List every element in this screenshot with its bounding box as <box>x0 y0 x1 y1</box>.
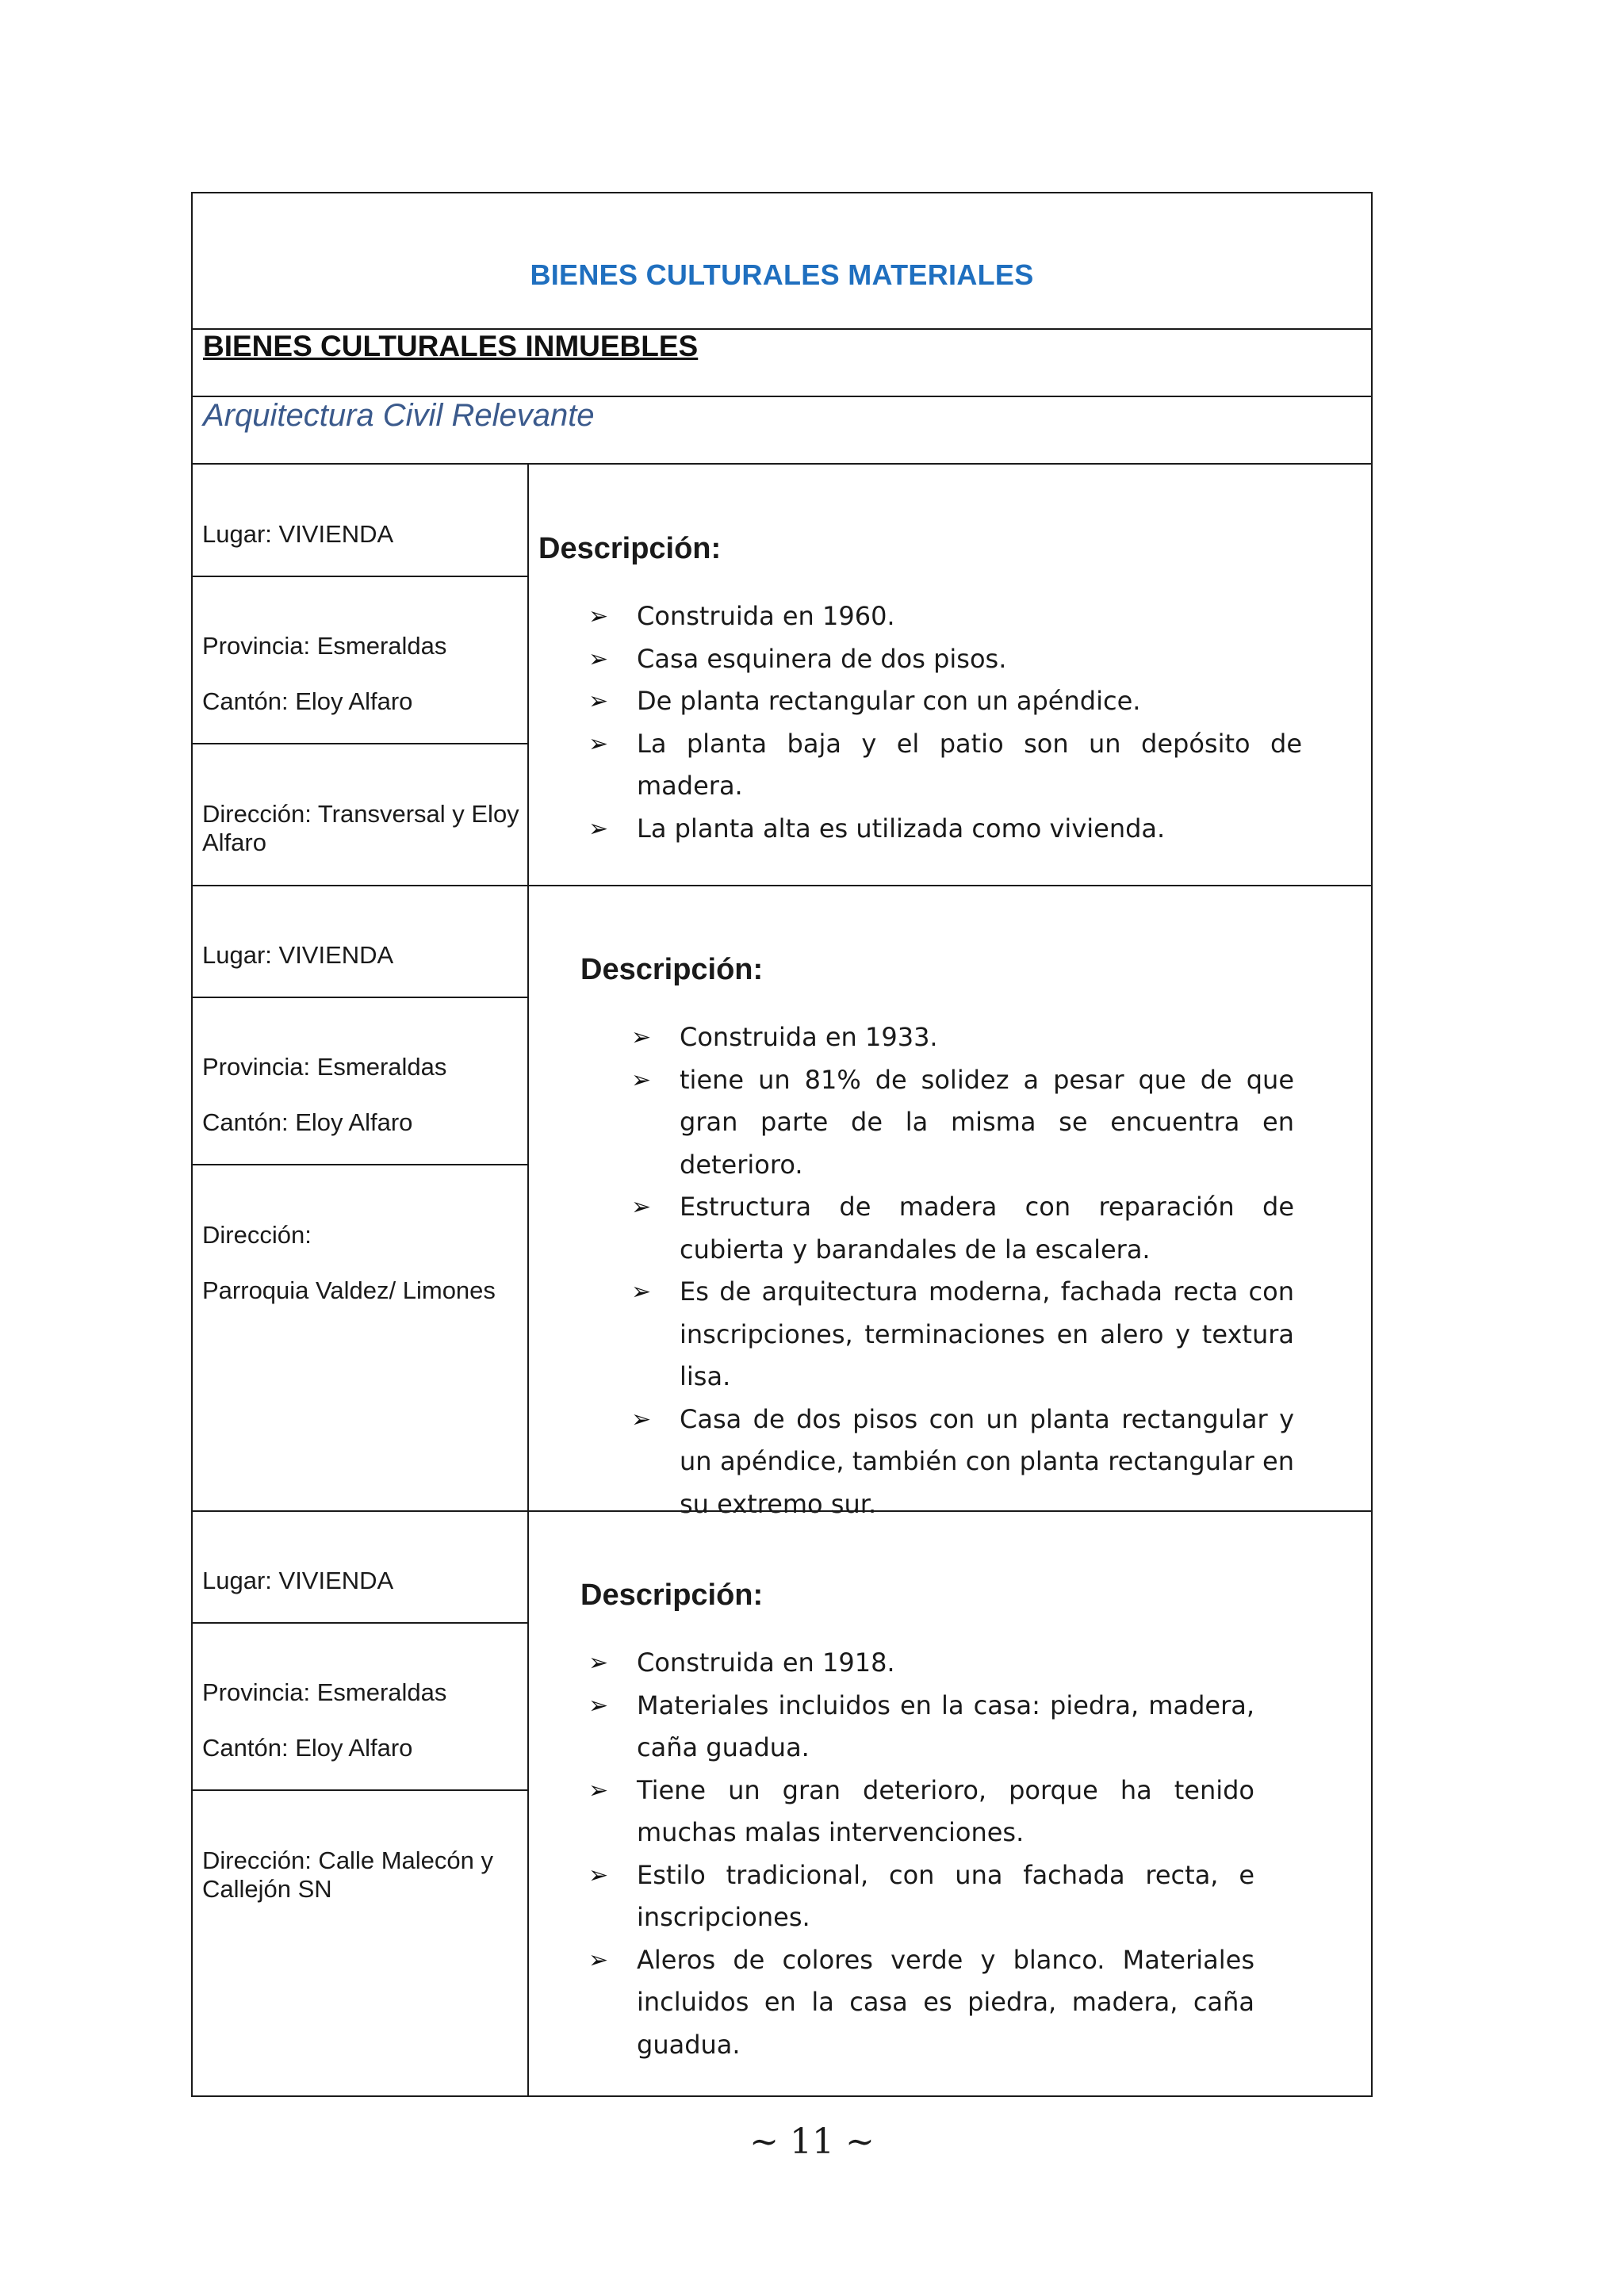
description-title: Descripción: <box>538 532 722 565</box>
arrow-bullet-icon: ➢ <box>631 1066 652 1094</box>
page-number: ~ 11 ~ <box>749 2122 875 2162</box>
canton-label: Cantón: Eloy Alfaro <box>202 1734 413 1762</box>
column-divider <box>527 463 529 2097</box>
arrow-bullet-icon: ➢ <box>631 1278 652 1306</box>
list-item <box>588 1854 1254 1939</box>
list-item <box>588 808 1302 851</box>
arrow-bullet-icon: ➢ <box>588 729 609 758</box>
list-item-text: Tiene un gran deterioro, porque ha tenido muchas malas intervenciones. <box>637 1774 1254 1847</box>
description-title: Descripción: <box>580 953 764 986</box>
list-item <box>588 1939 1254 2067</box>
direccion-value: Parroquia Valdez/ Limones <box>202 1276 496 1304</box>
provincia-label: Provincia: Esmeraldas <box>202 1678 447 1706</box>
canton-label: Cantón: Eloy Alfaro <box>202 1108 413 1136</box>
list-item-text: Construida en 1960. <box>637 601 895 631</box>
list-item-text: Casa de dos pisos con un planta rectangular y un apéndice, también con planta rectangular en su extremo sur. <box>680 1403 1294 1519</box>
list-item <box>588 1685 1254 1770</box>
list-item <box>588 638 1302 681</box>
list-item <box>631 1399 1294 1526</box>
list-item-text: Materiales incluidos en la casa: piedra, madera, caña guadua. <box>637 1689 1254 1762</box>
list-item-text: De planta rectangular con un apéndice. <box>637 686 1141 716</box>
list-item-text: Construida en 1933. <box>680 1022 938 1052</box>
list-item <box>588 1642 1254 1685</box>
arrow-bullet-icon: ➢ <box>588 603 609 630</box>
list-item-text: Aleros de colores verde y blanco. Materiales incluidos en la casa es piedra, madera, caña guadua. <box>637 1944 1254 2060</box>
direccion-label: Dirección: <box>202 1221 312 1249</box>
canton-label: Cantón: Eloy Alfaro <box>202 687 413 715</box>
description-list <box>631 1016 1294 1525</box>
arrow-bullet-icon: ➢ <box>631 1405 652 1433</box>
subtitle: BIENES CULTURALES INMUEBLES <box>203 330 699 362</box>
description-title: Descripción: <box>580 1578 764 1612</box>
list-item <box>588 680 1302 723</box>
list-item <box>631 1186 1294 1271</box>
list-item <box>588 723 1302 808</box>
direccion-label: Dirección: Transversal y Eloy Alfaro <box>202 800 519 856</box>
arrow-bullet-icon: ➢ <box>631 1193 652 1221</box>
arrow-bullet-icon: ➢ <box>588 1691 609 1720</box>
list-item-text: La planta alta es utilizada como vivienda. <box>637 813 1166 844</box>
arrow-bullet-icon: ➢ <box>588 687 609 715</box>
list-item-text: Casa esquinera de dos pisos. <box>637 643 1007 674</box>
description-list <box>588 595 1302 850</box>
cell-divider <box>191 1789 529 1791</box>
list-item <box>588 1770 1254 1854</box>
arrow-bullet-icon: ➢ <box>631 1024 652 1051</box>
cell-divider <box>191 997 529 998</box>
cell-divider <box>191 1622 529 1624</box>
arrow-bullet-icon: ➢ <box>588 814 609 843</box>
row-divider <box>191 885 1373 886</box>
list-item-text: Es de arquitectura moderna, fachada recta con inscripciones, terminaciones en alero y textura lisa. <box>680 1276 1294 1391</box>
list-item <box>631 1059 1294 1187</box>
direccion-label: Dirección: Calle Malecón y Callejón SN <box>202 1846 493 1903</box>
cell-divider <box>191 576 529 577</box>
row-divider <box>191 463 1373 465</box>
list-item-text: Estructura de madera con reparación de cubierta y barandales de la escalera. <box>680 1192 1294 1265</box>
row-divider <box>191 396 1373 397</box>
page-title: BIENES CULTURALES MATERIALES <box>530 258 1034 291</box>
arrow-bullet-icon: ➢ <box>588 1649 609 1677</box>
list-item-text: tiene un 81% de solidez a pesar que de que gran parte de la misma se encuentra en deterioro. <box>680 1064 1294 1180</box>
list-item-text: La planta baja y el patio son un depósito de madera. <box>637 728 1302 801</box>
arrow-bullet-icon: ➢ <box>588 645 609 673</box>
list-item <box>631 1271 1294 1399</box>
lugar-label: Lugar: VIVIENDA <box>202 941 394 969</box>
cell-divider <box>191 1164 529 1165</box>
arrow-bullet-icon: ➢ <box>588 1776 609 1804</box>
provincia-label: Provincia: Esmeraldas <box>202 1053 447 1081</box>
arrow-bullet-icon: ➢ <box>588 1946 609 1974</box>
list-item <box>588 595 1302 638</box>
lugar-label: Lugar: VIVIENDA <box>202 1567 394 1594</box>
list-item-text: Construida en 1918. <box>637 1647 895 1678</box>
list-item-text: Estilo tradicional, con una fachada recta, e inscripciones. <box>637 1859 1254 1932</box>
provincia-label: Provincia: Esmeraldas <box>202 632 447 660</box>
description-list <box>588 1642 1254 2066</box>
section-heading: Arquitectura Civil Relevante <box>203 398 595 433</box>
list-item <box>631 1016 1294 1059</box>
arrow-bullet-icon: ➢ <box>588 1861 609 1889</box>
lugar-label: Lugar: VIVIENDA <box>202 520 394 548</box>
cell-divider <box>191 743 529 744</box>
